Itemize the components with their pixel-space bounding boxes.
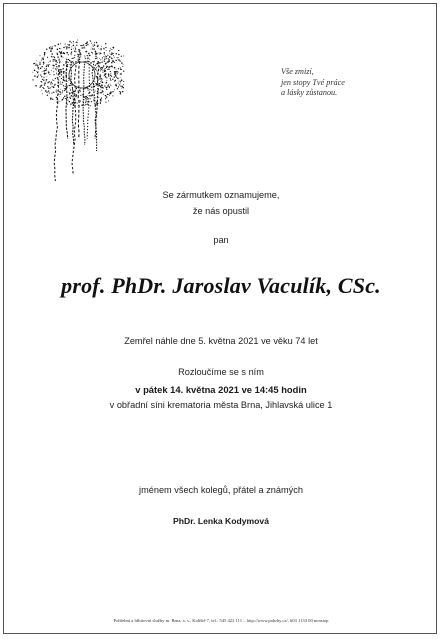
motto bbox=[281, 67, 391, 99]
moon-willow-illustration bbox=[30, 33, 125, 183]
motto-line: jen stopy Tvé práce bbox=[281, 77, 345, 87]
intro-line-1: Se zármutkem oznamujeme, bbox=[162, 190, 280, 200]
honorific: pan bbox=[213, 235, 229, 245]
deceased-name: prof. PhDr. Jaroslav Vaculík, CSc. bbox=[61, 273, 381, 298]
motto-line: Vše zmizí, bbox=[281, 67, 314, 76]
signer: PhDr. Lenka Kodymová bbox=[173, 516, 269, 526]
motto-line: a lásky zůstanou. bbox=[281, 88, 338, 97]
on-behalf: jménem všech kolegů, přátel a známých bbox=[139, 485, 303, 495]
death-notice: Zemřel náhle dne 5. května 2021 ve věku 74 let bbox=[124, 336, 318, 346]
moon-circle bbox=[69, 62, 95, 88]
farewell-intro: Rozloučíme se s ním bbox=[178, 367, 264, 377]
footer-text: Pohřební a hřbitovní služby m. Brna, a. s., Kolíště 7, tel.: 545 422 111 – http://www.pohrby.cz/, 603 1133 00 nonstop bbox=[113, 618, 329, 623]
intro-line-2: že nás opustil bbox=[192, 206, 250, 216]
farewell-place: v obřadní síni krematoria města Brna, Jihlavská ulice 1 bbox=[109, 400, 333, 410]
farewell-datetime: v pátek 14. května 2021 ve 14:45 hodin bbox=[135, 384, 307, 395]
